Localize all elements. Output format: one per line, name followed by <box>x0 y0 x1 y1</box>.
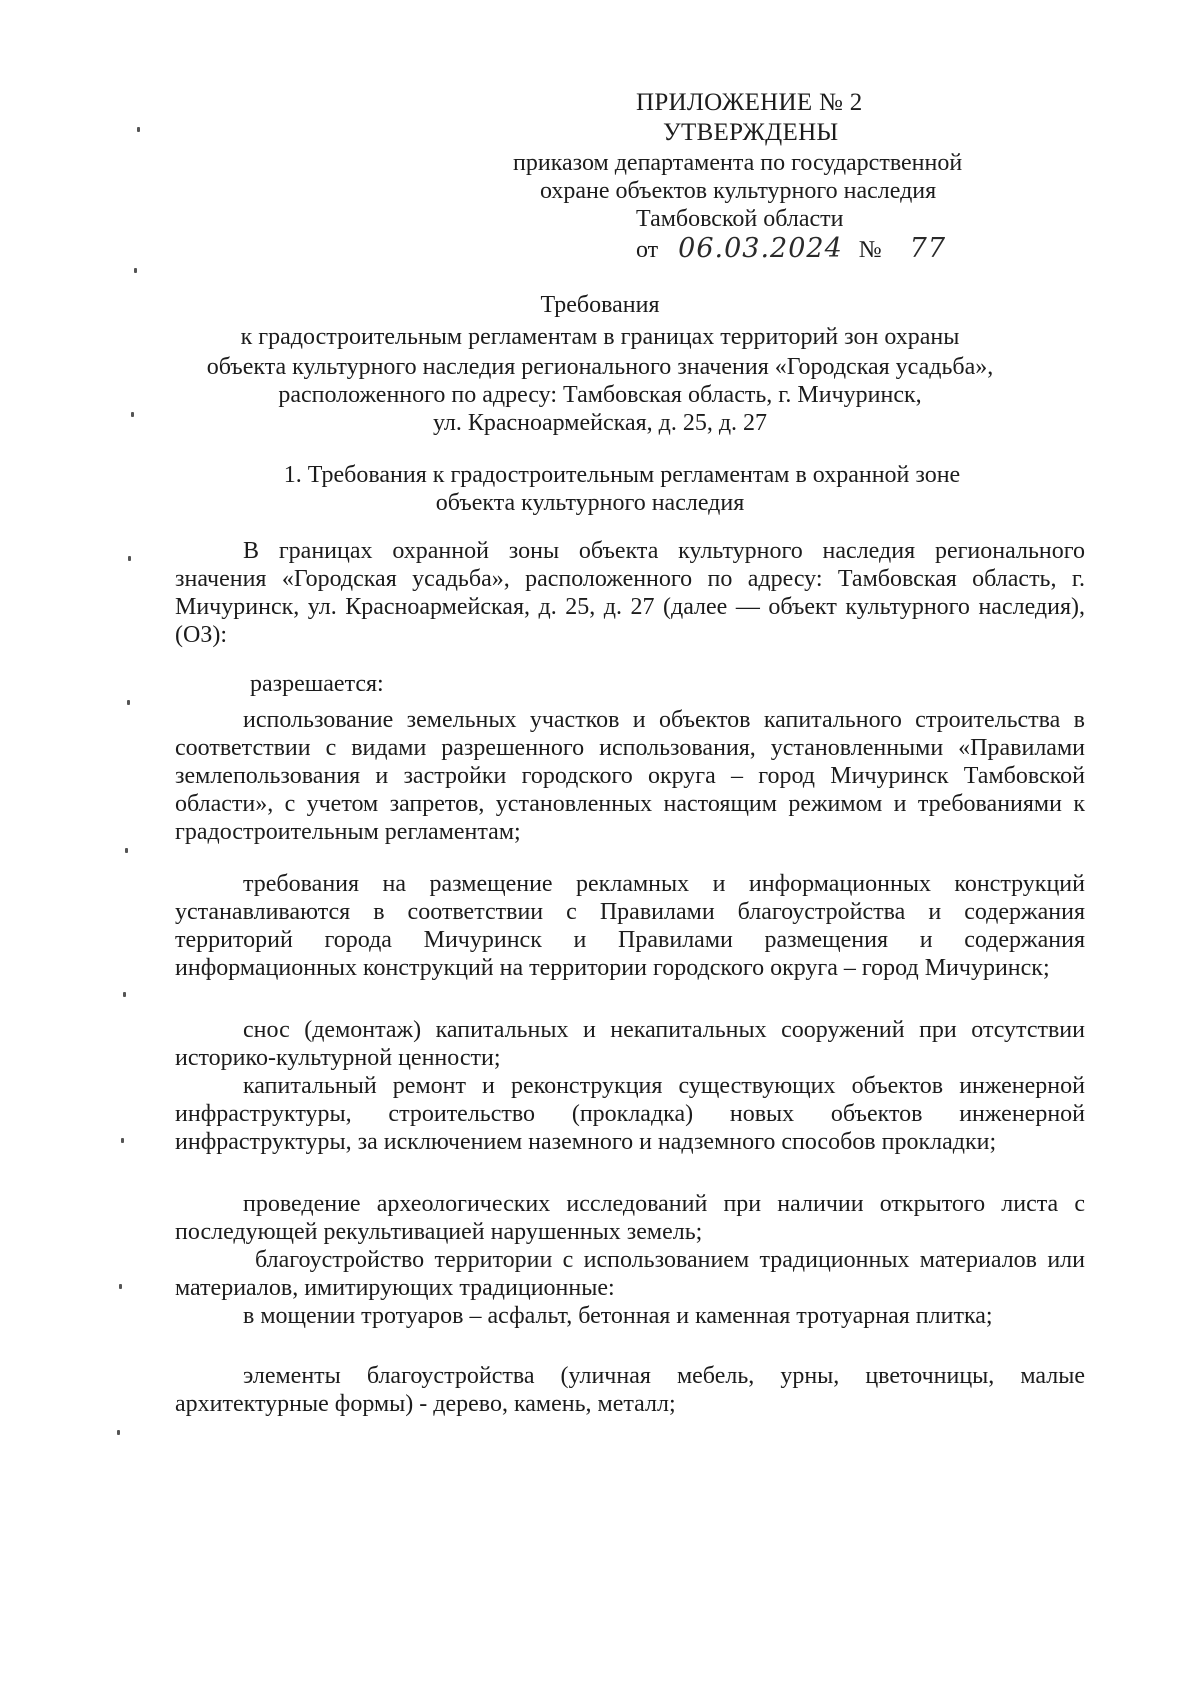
scan-speck <box>117 1430 120 1435</box>
allowed-item: благоустройство территории с использованием традиционных материалов или материалов, имитирующих традиционные: <box>175 1247 1085 1301</box>
allowed-label: разрешается: <box>250 671 384 697</box>
title-line-2: к градостроительным регламентам в границах территорий зон охраны <box>240 324 960 350</box>
scan-speck <box>134 268 137 273</box>
allowed-item: требования на размещение рекламных и информационных конструкций устанавливаются в соответствии с Правилами благоустройства и содержания территорий города Мичуринск и Правилами размещения и содержания информационных конструкций на территории городского округа – город Мичуринск; <box>175 871 1085 981</box>
section-heading-line-1: 1. Требования к градостроительным регламентам в охранной зоне <box>283 462 961 488</box>
scan-speck <box>137 127 140 132</box>
date-prefix: от <box>636 237 659 263</box>
scan-speck <box>127 700 130 705</box>
scan-speck <box>123 992 126 997</box>
allowed-item: использование земельных участков и объектов капитального строительства в соответствии с видами разрешенного использования, установленными «Правилами землепользования и застройки городского округа – город Мичуринск Тамбовской области», с учетом запретов, установленных настоящим режимом и требованиями к градостроительным регламентам; <box>175 707 1085 845</box>
allowed-item: проведение археологических исследований при наличии открытого листа с последующей рекультивацией нарушенных земель; <box>175 1191 1085 1245</box>
title-line-3: объекта культурного наследия регионального значения «Городская усадьба», <box>206 354 994 380</box>
order-line-3: Тамбовской области <box>636 206 844 232</box>
title-line-4: расположенного по адресу: Тамбовская область, г. Мичуринск, <box>278 382 922 408</box>
order-date-row <box>636 234 946 265</box>
handwritten-number: 77 <box>909 233 947 264</box>
allowed-item: элементы благоустройства (уличная мебель, урны, цветочницы, малые архитектурные формы) - дерево, камень, металл; <box>175 1363 1085 1417</box>
order-line-1: приказом департамента по государственной <box>513 150 963 176</box>
number-sign: № <box>858 237 882 263</box>
order-line-2: охране объектов культурного наследия <box>540 178 937 204</box>
allowed-item: капитальный ремонт и реконструкция существующих объектов инженерной инфраструктуры, строительство (прокладка) новых объектов инженерной инфраструктуры, за исключением наземного и надземного способов прокладки; <box>175 1073 1085 1155</box>
section-heading-line-2: объекта культурного наследия <box>435 490 745 516</box>
scan-speck <box>128 556 131 561</box>
scan-speck <box>125 848 128 853</box>
scan-speck <box>131 412 134 417</box>
handwritten-date: 06.03.2024 <box>678 233 843 264</box>
scan-speck <box>119 1284 122 1289</box>
appendix-label: ПРИЛОЖЕНИЕ № 2 <box>636 89 863 116</box>
title-heading: Требования <box>540 292 660 318</box>
allowed-item: в мощении тротуаров – асфальт, бетонная и каменная тротуарная плитка; <box>243 1303 993 1329</box>
intro-paragraph: В границах охранной зоны объекта культурного наследия регионального значения «Городская усадьба», расположенного по адресу: Тамбовская область, г. Мичуринск, ул. Красноармейская, д. 25, д. 27 (далее — объект культурного наследия), (ОЗ): <box>175 538 1085 648</box>
scan-speck <box>121 1138 124 1143</box>
allowed-item: снос (демонтаж) капитальных и некапитальных сооружений при отсутствии историко-культурной ценности; <box>175 1017 1085 1071</box>
approved-label: УТВЕРЖДЕНЫ <box>663 119 839 146</box>
title-line-5: ул. Красноармейская, д. 25, д. 27 <box>432 410 768 436</box>
